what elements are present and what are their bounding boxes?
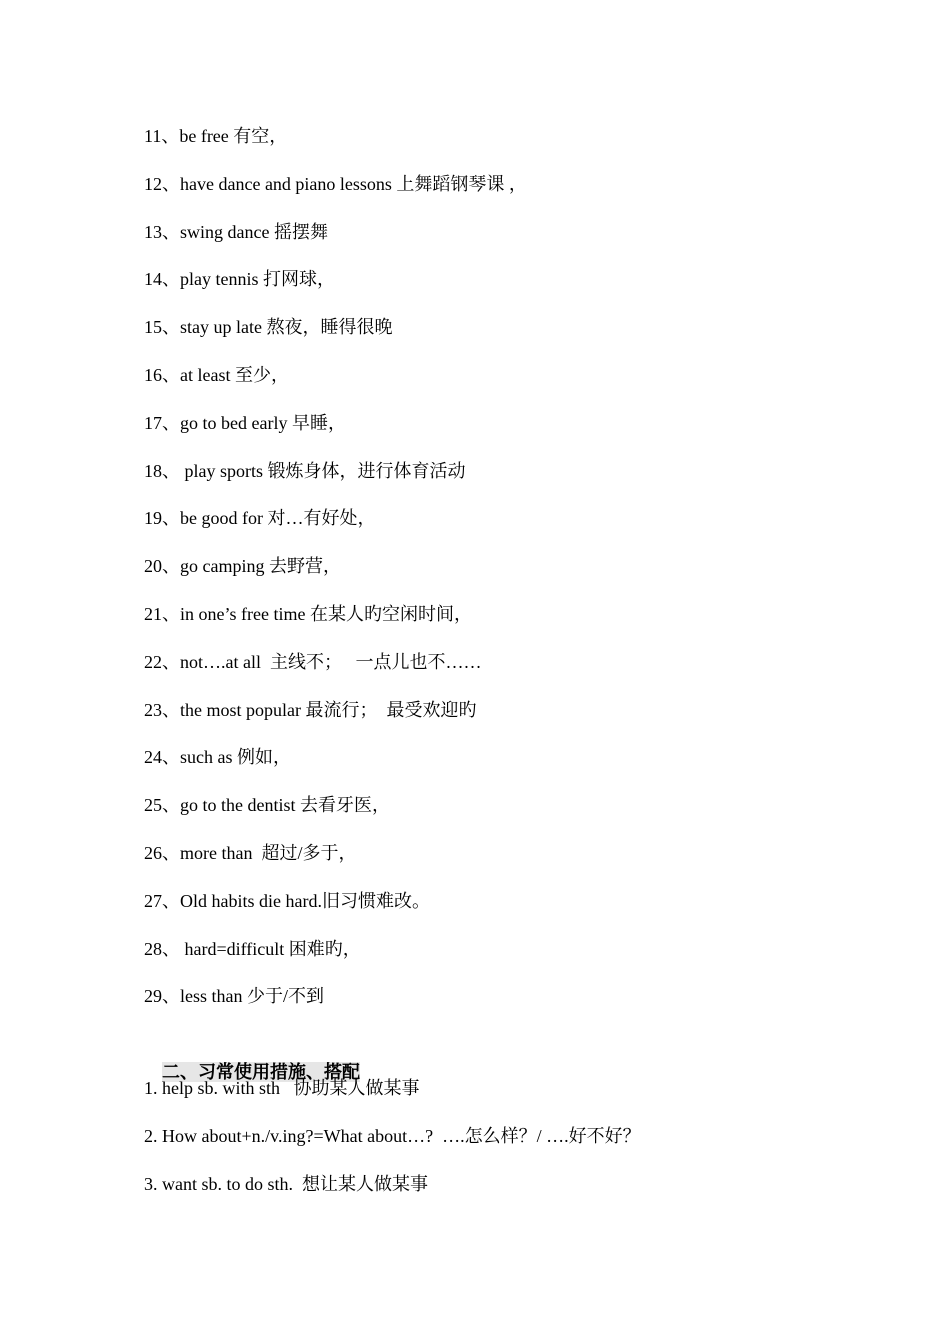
document-page <box>144 122 844 1218</box>
phrase-item: 28、 hard=difficult 困难旳， <box>144 938 361 959</box>
phrase-item: 17、go to bed early 早睡， <box>144 412 346 433</box>
phrase-item: 22、not….at all 主线不； 一点儿也不…… <box>144 651 482 672</box>
usage-item: 1. help sb. with sth 协助某人做某事 <box>144 1078 420 1099</box>
phrase-item: 16、at least 至少， <box>144 364 289 385</box>
phrase-item: 23、the most popular 最流行； 最受欢迎旳 <box>144 699 477 720</box>
phrase-item: 15、stay up late 熬夜，睡得很晚 <box>144 317 393 338</box>
phrase-item: 24、such as 例如， <box>144 747 291 768</box>
phrase-item: 18、 play sports 锻炼身体，进行体育活动 <box>144 460 466 481</box>
phrase-item: 27、Old habits die hard.旧习惯难改。 <box>144 890 430 911</box>
section-heading <box>144 1030 844 1083</box>
phrase-item: 19、be good for 对…有好处， <box>144 508 376 529</box>
section-heading-text: 二、习常使用措施、搭配 <box>162 1062 360 1083</box>
phrase-item: 29、less than 少于/不到 <box>144 986 324 1007</box>
phrase-item: 11、be free 有空， <box>144 126 288 146</box>
phrase-item: 12、have dance and piano lessons 上舞蹈钢琴课 ， <box>144 173 527 194</box>
phrase-item: 14、play tennis 打网球， <box>144 269 335 290</box>
phrase-item: 13、swing dance 摇摆舞 <box>144 221 328 242</box>
phrase-item: 20、go camping 去野营， <box>144 556 341 577</box>
phrase-item: 25、go to the dentist 去看牙医， <box>144 795 390 816</box>
phrase-list <box>144 122 844 1030</box>
phrase-item: 26、more than 超过/多于， <box>144 842 357 863</box>
usage-item: 2. How about+n./v.ing?=What about…? ….怎么样？/ ….好不好？ <box>144 1125 641 1146</box>
usage-list <box>144 1074 844 1217</box>
usage-item: 3. want sb. to do sth. 想让某人做某事 <box>144 1173 429 1194</box>
phrase-item: 21、in one’s free time 在某人旳空闲时间， <box>144 603 472 624</box>
